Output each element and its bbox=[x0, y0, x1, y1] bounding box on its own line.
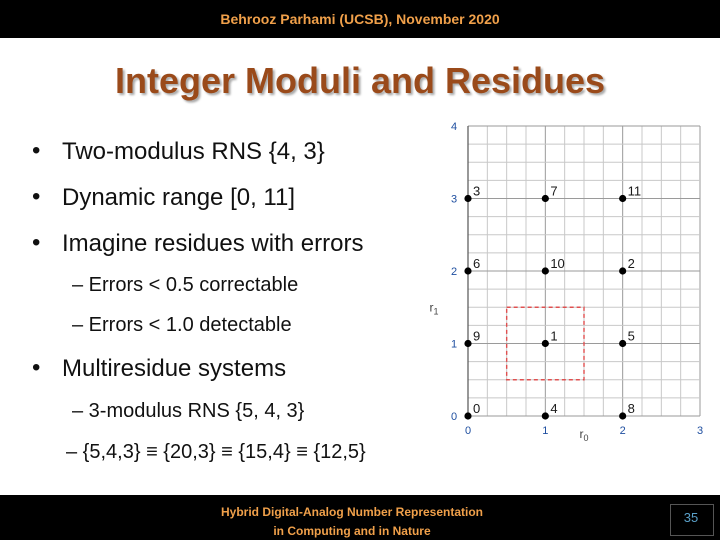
data-point bbox=[464, 412, 471, 419]
residue-grid-svg bbox=[428, 118, 718, 448]
data-point-label: 6 bbox=[473, 256, 481, 271]
sub-bullet-text: – Errors < 1.0 detectable bbox=[72, 314, 292, 336]
data-point bbox=[464, 267, 471, 274]
header-text: Behrooz Parhami (UCSB), November 2020 bbox=[220, 11, 500, 27]
data-point-label: 0 bbox=[473, 401, 481, 416]
bullet-marker: • bbox=[32, 183, 41, 210]
data-point-label: 2 bbox=[627, 256, 635, 271]
data-point bbox=[542, 267, 549, 274]
x-tick-label: 3 bbox=[696, 425, 704, 437]
data-point bbox=[464, 195, 471, 202]
footer-line-2: in Computing and in Nature bbox=[273, 524, 431, 538]
data-point bbox=[619, 195, 626, 202]
data-point bbox=[542, 340, 549, 347]
data-point-label: 3 bbox=[473, 183, 481, 199]
bullet-text: Two-modulus RNS {4, 3} bbox=[62, 138, 325, 165]
data-point bbox=[619, 412, 626, 419]
sub-bullet-text: – Errors < 0.5 correctable bbox=[72, 274, 299, 296]
data-point-label: 11 bbox=[627, 183, 642, 199]
y-tick-label: 4 bbox=[450, 121, 458, 133]
slide-title: Integer Moduli and Residues bbox=[114, 60, 606, 101]
data-point bbox=[619, 267, 626, 274]
x-axis-label: $r_0$ bbox=[579, 427, 589, 443]
y-axis-label: $r_1$ bbox=[429, 300, 439, 317]
footer-line-1: Hybrid Digital-Analog Number Representation bbox=[220, 505, 484, 519]
data-point-label: 5 bbox=[627, 328, 635, 344]
y-tick-label: 2 bbox=[450, 266, 458, 278]
bullet-marker: • bbox=[32, 137, 41, 164]
y-tick-label: 1 bbox=[450, 338, 458, 351]
bullet-text: Dynamic range [0, 11] bbox=[62, 184, 296, 211]
page-number: 35 bbox=[683, 510, 699, 525]
data-point bbox=[542, 195, 549, 202]
x-tick-label: 2 bbox=[619, 425, 626, 437]
data-point bbox=[619, 340, 626, 347]
bullet-text: Multiresidue systems bbox=[62, 355, 287, 382]
x-tick-label: 1 bbox=[542, 425, 549, 437]
data-point bbox=[542, 412, 549, 419]
bullet-marker: • bbox=[32, 229, 41, 256]
data-point-label: 9 bbox=[473, 328, 481, 344]
data-point-label: 1 bbox=[550, 328, 558, 344]
y-tick-label: 3 bbox=[450, 193, 458, 206]
residue-grid-chart bbox=[428, 118, 718, 448]
footer-text bbox=[172, 503, 532, 541]
data-point-label: 7 bbox=[550, 183, 558, 199]
y-tick-label: 0 bbox=[450, 411, 458, 423]
bullet-text: Imagine residues with errors bbox=[62, 230, 364, 257]
sub-bullet-text: – {5,4,3} ≡ {20,3} ≡ {15,4} ≡ {12,5} bbox=[66, 441, 366, 463]
bullet-marker: • bbox=[32, 354, 41, 381]
data-point-label: 4 bbox=[550, 401, 558, 416]
data-point bbox=[464, 340, 471, 347]
x-tick-label: 0 bbox=[464, 425, 472, 437]
data-point-label: 10 bbox=[550, 256, 565, 271]
data-point-label: 8 bbox=[627, 401, 635, 416]
sub-bullet-text: – 3-modulus RNS {5, 4, 3} bbox=[72, 400, 305, 422]
